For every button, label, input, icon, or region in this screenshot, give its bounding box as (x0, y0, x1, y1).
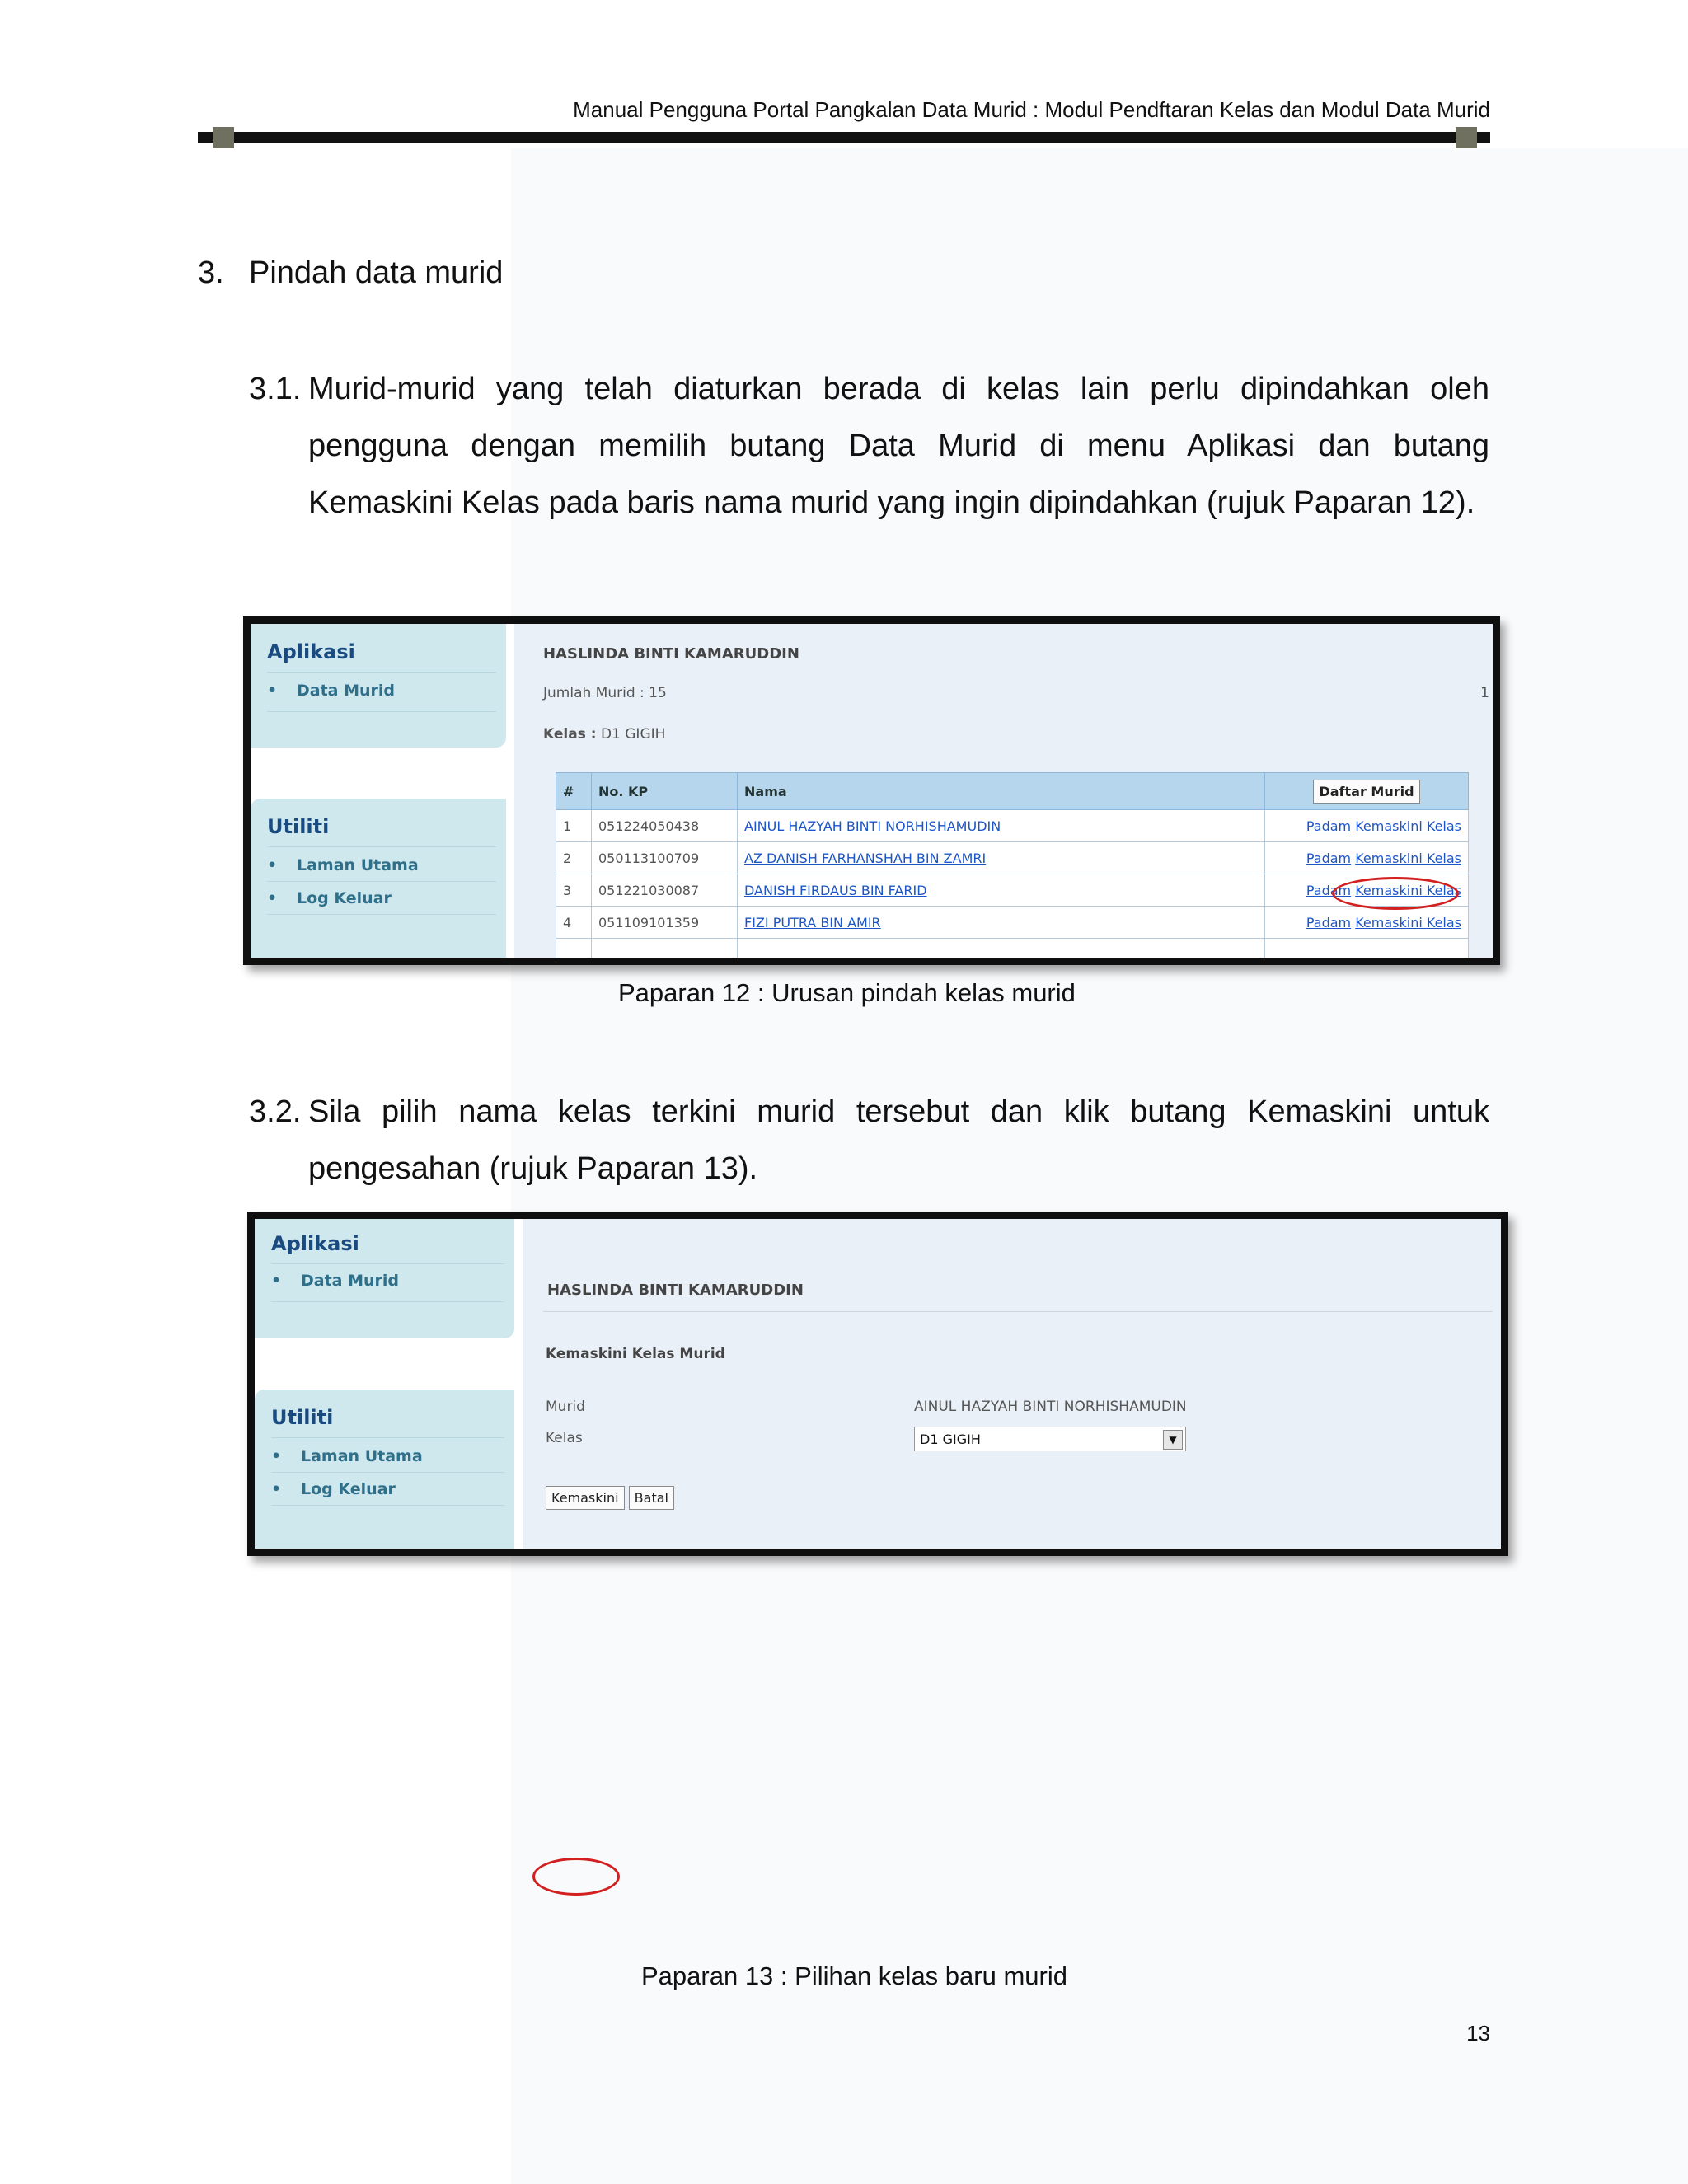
kemaskini-kelas-link[interactable]: Kemaskini Kelas (1355, 818, 1461, 834)
cell-actions (1265, 842, 1469, 874)
section-title: Pindah data murid (249, 255, 504, 290)
chevron-down-icon[interactable]: ▼ (1163, 1430, 1183, 1450)
kelas-select[interactable] (914, 1427, 1186, 1451)
cell-actions (1265, 939, 1469, 966)
table-row (556, 874, 1469, 907)
cell-number: 2 (556, 842, 592, 874)
col-header-nokp: No. KP (592, 773, 738, 810)
caption-paparan-13: Paparan 13 : Pilihan kelas baru murid (641, 1961, 1067, 1990)
cell-nokp: 051109101359 (592, 907, 738, 939)
step-number: 3.2. (249, 1094, 302, 1129)
divider (271, 1505, 504, 1506)
batal-button[interactable]: Batal (629, 1486, 674, 1510)
bullet-icon: • (271, 1480, 282, 1498)
divider (267, 672, 496, 673)
sidebar-item-data-murid[interactable] (267, 682, 395, 700)
sidebar-item-label: Laman Utama (297, 856, 419, 874)
bullet-icon: • (267, 889, 278, 907)
sidebar (255, 1219, 523, 1549)
step-text: Murid-murid yang telah diaturkan berada di kelas lain perlu dipindahkan oleh pengguna dengan memilih butang Data Murid di menu Aplikasi dan butang Kemaskini Kelas pada baris nama murid yang ingin dipindahkan (rujuk Paparan 12). (308, 372, 1489, 520)
kelas-label: Kelas (546, 1430, 583, 1446)
header-rule-marker-right (1456, 127, 1477, 148)
page-indicator: 1 (1480, 685, 1489, 701)
bullet-icon: • (271, 1272, 282, 1290)
padam-link[interactable]: Padam (1306, 850, 1352, 866)
col-header-actions (1265, 773, 1469, 810)
kelas-value: D1 GIGIH (600, 726, 666, 743)
padam-link[interactable]: Padam (1306, 818, 1352, 834)
kemaskini-kelas-link[interactable]: Kemaskini Kelas (1355, 914, 1461, 930)
jumlah-murid: Jumlah Murid : 15 (543, 685, 667, 701)
section-number: 3. (198, 255, 224, 290)
cell-nama (738, 874, 1265, 907)
student-name-link[interactable]: FIZI PUTRA BIN AMIR (744, 914, 881, 930)
highlight-ring (1332, 877, 1459, 910)
screenshot-paparan-13 (247, 1212, 1508, 1556)
step-number: 3.1. (249, 372, 302, 406)
sidebar-aplikasi-title: Aplikasi (267, 640, 355, 663)
cell-nama (738, 907, 1265, 939)
divider (267, 846, 496, 847)
col-header-nama: Nama (738, 773, 1265, 810)
sidebar (251, 624, 514, 958)
cell-nama (738, 939, 1265, 966)
table-header-row (556, 773, 1469, 810)
cell-nama (738, 842, 1265, 874)
step-text: Sila pilih nama kelas terkini murid tersebut dan klik butang Kemaskini untuk pengesahan (rujuk Paparan 13). (308, 1094, 1489, 1186)
caption-paparan-12: Paparan 12 : Urusan pindah kelas murid (618, 978, 1076, 1007)
screenshot-paparan-12 (243, 616, 1500, 965)
kelas-info (543, 726, 665, 743)
sidebar-utiliti-title: Utiliti (271, 1406, 334, 1429)
sidebar-aplikasi-box (251, 624, 506, 748)
sidebar-aplikasi-title: Aplikasi (271, 1232, 359, 1255)
header-rule (198, 132, 1490, 143)
cell-nama (738, 810, 1265, 842)
step-3-2 (249, 1084, 1489, 1197)
divider (271, 1472, 504, 1473)
sidebar-utiliti-box (251, 799, 506, 963)
cell-nokp: 050113100709 (592, 842, 738, 874)
sidebar-aplikasi-box (255, 1219, 514, 1338)
murid-value: AINUL HAZYAH BINTI NORHISHAMUDIN (914, 1399, 1187, 1415)
divider (271, 1301, 504, 1302)
table-row (556, 842, 1469, 874)
highlight-ring (532, 1858, 620, 1896)
form-title: Kemaskini Kelas Murid (546, 1346, 725, 1362)
kemaskini-button[interactable]: Kemaskini (546, 1486, 625, 1510)
sidebar-item-label: Laman Utama (301, 1447, 423, 1465)
murid-label: Murid (546, 1399, 585, 1415)
daftar-murid-button[interactable]: Daftar Murid (1313, 780, 1419, 804)
sidebar-item-data-murid[interactable] (271, 1272, 399, 1290)
padam-link[interactable]: Padam (1306, 882, 1352, 898)
step-3-1 (249, 361, 1489, 532)
divider (267, 711, 496, 712)
divider (267, 881, 496, 882)
table-row (556, 939, 1469, 966)
student-name-link[interactable]: DANISH FIRDAUS BIN FARID (744, 882, 927, 898)
sidebar-item-label: Data Murid (297, 682, 396, 700)
kemaskini-kelas-link[interactable]: Kemaskini Kelas (1355, 882, 1461, 898)
page-number: 13 (1466, 2021, 1490, 2046)
cell-number (556, 939, 592, 966)
user-name: HASLINDA BINTI KAMARUDDIN (543, 645, 799, 663)
table-row (556, 907, 1469, 939)
bullet-icon: • (267, 682, 278, 700)
kelas-label: Kelas : (543, 726, 597, 743)
col-header-number: # (556, 773, 592, 810)
table-row (556, 810, 1469, 842)
cell-number: 3 (556, 874, 592, 907)
kemaskini-kelas-link[interactable]: Kemaskini Kelas (1355, 850, 1461, 866)
cell-actions (1265, 810, 1469, 842)
sidebar-item-laman-utama[interactable] (267, 856, 419, 874)
bullet-icon: • (267, 856, 278, 874)
sidebar-item-label: Log Keluar (301, 1480, 396, 1498)
cell-number: 4 (556, 907, 592, 939)
cell-number: 1 (556, 810, 592, 842)
sidebar-item-label: Log Keluar (297, 889, 392, 907)
divider (543, 1311, 1493, 1312)
cell-nokp: 051221030087 (592, 874, 738, 907)
sidebar-utiliti-title: Utiliti (267, 815, 330, 838)
sidebar-item-label: Data Murid (301, 1272, 400, 1290)
kelas-selected-value: D1 GIGIH (920, 1432, 981, 1447)
cell-actions (1265, 907, 1469, 939)
sidebar-item-log-keluar[interactable] (271, 1480, 396, 1498)
student-name-link[interactable]: AZ DANISH FARHANSHAH BIN ZAMRI (744, 850, 987, 866)
user-name: HASLINDA BINTI KAMARUDDIN (547, 1282, 804, 1299)
bullet-icon: • (271, 1447, 282, 1465)
sidebar-item-log-keluar[interactable] (267, 889, 392, 907)
header-rule-marker-left (213, 127, 234, 148)
section-heading (198, 255, 503, 291)
cell-nokp: 051224050438 (592, 810, 738, 842)
divider (271, 1437, 504, 1438)
padam-link[interactable]: Padam (1306, 914, 1352, 930)
form-buttons (546, 1486, 674, 1510)
document-header-title: Manual Pengguna Portal Pangkalan Data Murid : Modul Pendftaran Kelas dan Modul Data Murid (573, 97, 1490, 122)
murid-table (556, 772, 1469, 965)
sidebar-item-laman-utama[interactable] (271, 1447, 423, 1465)
cell-nokp (592, 939, 738, 966)
student-name-link[interactable]: AINUL HAZYAH BINTI NORHISHAMUDIN (744, 818, 1001, 834)
sidebar-utiliti-box (255, 1390, 514, 1554)
divider (267, 914, 496, 915)
divider (271, 1263, 504, 1264)
